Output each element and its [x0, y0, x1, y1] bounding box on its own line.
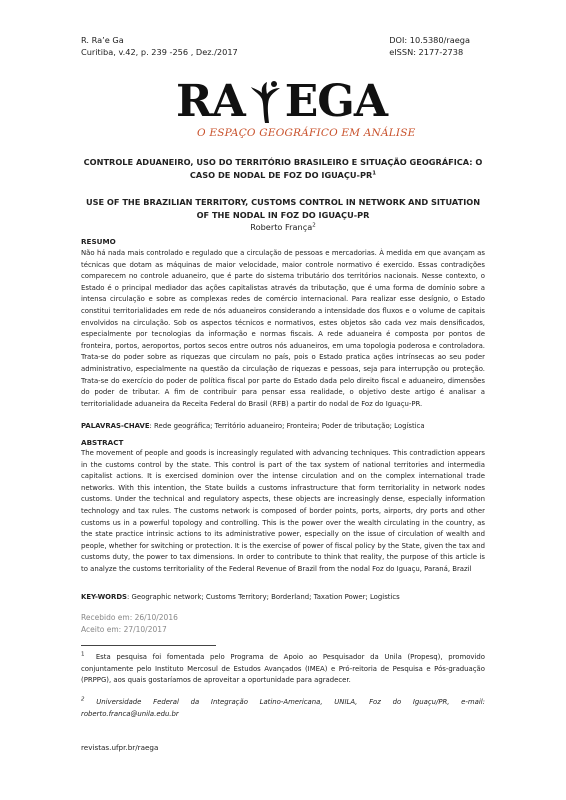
author-name: Roberto França	[250, 222, 313, 232]
key-words	[81, 592, 485, 603]
citation-info: Curitiba, v.42, p. 239 -256 , Dez./2017	[81, 47, 238, 57]
tree-figure-icon	[245, 79, 285, 125]
running-header-left	[81, 34, 238, 58]
key-words-text: : Geographic network; Customs Territory; Borderland; Taxation Power; Logistics	[127, 593, 400, 601]
article-title-portuguese	[81, 156, 485, 182]
abstract-heading: ABSTRACT	[81, 438, 124, 447]
author-line	[81, 222, 485, 232]
key-words-label: KEY-WORDS	[81, 593, 128, 601]
palavras-chave-text: : Rede geográfica; Território aduaneiro; Fronteira; Poder de tributação; Logística	[149, 422, 425, 430]
journal-logo	[170, 76, 416, 145]
eissn: eISSN: 2177-2738	[389, 47, 464, 57]
accepted-date: Aceito em: 27/10/2017	[81, 625, 167, 634]
footnote-2-mark: 2	[81, 696, 85, 703]
footnote-1-mark: 1	[81, 651, 85, 658]
abstract-text: The movement of people and goods is increasingly regulated with advancing techniques. This contradiction appears in the customs control by the state. This control is part of the tax system of national territories and intermedia capitalist actions. It is exercised dominion over the intense circulation and on the complex international trade networks. With this intention, the State builds a customs infrastructure that form territoriality in network nodes customs. Under the technical and regulatory aspects, these objects are increasingly dense, especially information technology and tax rules. The customs network is composed of border points, ports, airports, dry ports and other customs us in a powerful topology and controlling. This is the power over the wealth circulating in the country, as the state practice intrinsic actions to its administrative power, especially on the issue of circulation of wealth and people, whether for switching or protection. It is the exercise of power of fiscal policy by the State, given the tax and customs duty, the power to tax dimensions. In order to contribute to think that reality, the purpose of this article is to analyze the customs territoriality of the Federal Revenue of Brazil from the nodal Foz do Iguaçu, Paraná, Brazil	[81, 449, 485, 573]
palavras-chave-label: PALAVRAS-CHAVE	[81, 422, 150, 430]
footnote-ref-1[interactable]: 1	[372, 170, 377, 177]
footer-url[interactable]: revistas.ufpr.br/raega	[81, 743, 159, 752]
palavras-chave	[81, 421, 485, 432]
submission-dates	[81, 612, 178, 636]
article-title-english: USE OF THE BRAZILIAN TERRITORY, CUSTOMS CONTROL IN NETWORK AND SITUATION OF THE NODAL IN FOZ DO IGUAÇU-PR	[85, 197, 481, 220]
logo-word-left: RA	[176, 76, 245, 127]
resumo-text: Não há nada mais controlado e regulado que a circulação de pessoas e mercadorias. À medida em que avançam as técnicas que dotam as máquinas de maior velocidade, maior controle normativo é exercido. Essas contradições comparecem no controle aduaneiro, que é parte do sistema tributário dos territórios nacionais. Nesse contexto, o Estado é o principal mediador das ações capitalistas através da tributação, que é uma forma de domínio sobre a intensa circulação e sobre as complexas redes de comércio internacional. Para realizar esse desígnio, o Estado constitui territorialidades em rede de nós aduaneiros considerando a intensidade dos fluxos e o volume de capitais envolvidos na circulação. Sob os aspectos técnicos e normativos, estes objetos são cada vez mais densificados, especialmente por tecnologias da informação e normas fiscais. A rede aduaneira é composta por pontos de fronteira, portos, aeroportos, portos secos entre outros nós aduaneiros, em uma topologia poderosa e controladora. Trata-se do poder sobre as riquezas que circulam no país, pois o Estado pratica ações intrínsecas ao seu poder administrativo, especialmente na questão da circulação de riquezas e pessoas, seja para interrupção ou proteção. Trata-se do exercício do poder de política fiscal por parte do Estado dada pelo direito fiscal e aduaneiro, dimensões do poder de tributar. A fim de contribuir para pensar essa realidade, o objetivo deste artigo é analisar a territorialidade aduaneira da Receita Federal do Brasil (RFB) a partir do nodal de Foz do Iguaçu-PR.	[81, 249, 485, 408]
resumo-heading: RESUMO	[81, 237, 116, 246]
footnote-divider	[81, 645, 216, 646]
footnote-ref-2[interactable]: 2	[312, 222, 316, 229]
journal-name: R. Ra’e Ga	[81, 35, 124, 45]
title-pt-text: CONTROLE ADUANEIRO, USO DO TERRITÓRIO BRASILEIRO E SITUAÇÃO GEOGRÁFICA: O CASO DE NODAL DE FOZ DO IGUAÇU-PR	[83, 157, 483, 180]
logo-wordmark	[176, 76, 387, 127]
logo-word-right: EGA	[284, 76, 387, 127]
footnote-2	[81, 697, 485, 720]
footnote-1	[81, 652, 485, 687]
footnote-1-text: Esta pesquisa foi fomentada pelo Programa de Apoio ao Pesquisador da Unila (Propesq), promovido conjuntamente pelo Instituto Mercosul de Estudos Avançados (IMEA) e Pró-reitoria de Pesquisa e Pós-graduação (PRPPG), aos quais gostaríamos de aproveitar a oportunidade para agradecer.	[81, 653, 485, 685]
footnote-2-text: Universidade Federal da Integração Latino-Americana, UNILA, Foz do Iguaçu/PR, e-mail: roberto.franca@unila.edu.br	[81, 698, 485, 718]
doi: DOI: 10.5380/raega	[389, 35, 470, 45]
received-date: Recebido em: 26/10/2016	[81, 613, 178, 622]
logo-tagline: O ESPAÇO GEOGRÁFICO EM ANÁLISE	[197, 127, 416, 139]
running-header-right	[389, 34, 470, 58]
